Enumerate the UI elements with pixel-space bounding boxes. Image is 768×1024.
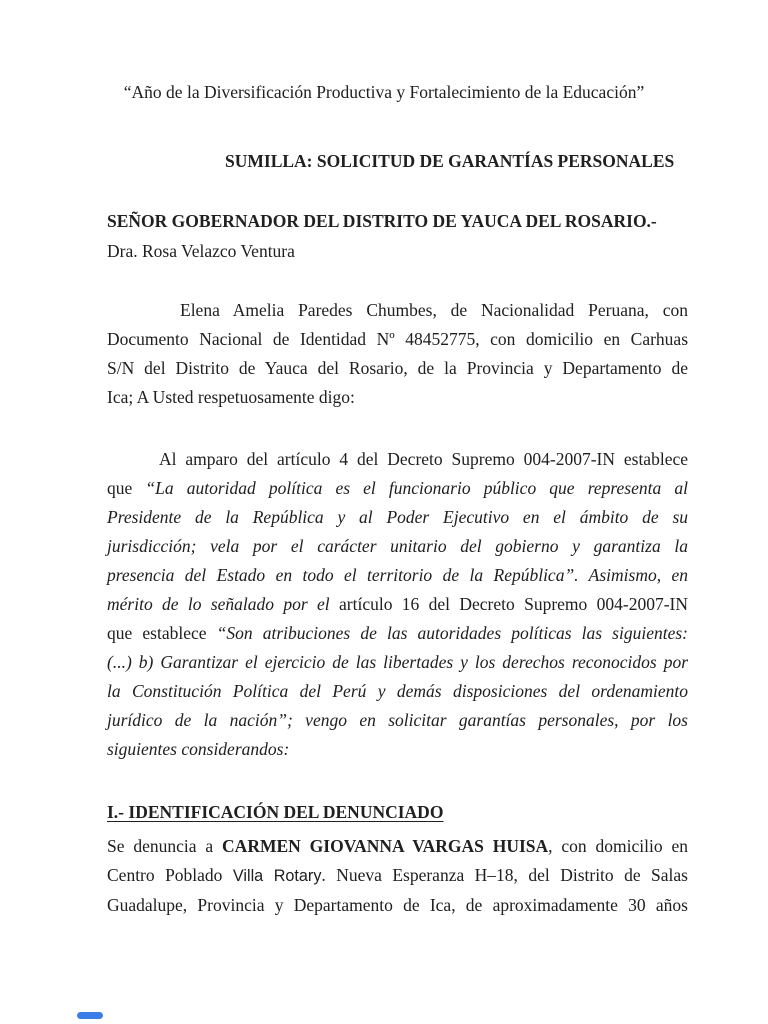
paragraph-legal-basis-line: [107, 532, 688, 561]
paragraph-presentation-line: [107, 383, 688, 412]
paragraph-legal-basis: [107, 445, 688, 764]
paragraph-legal-basis-line: [107, 474, 688, 503]
text-segment: SUMILLA: SOLICITUD DE GARANTÍAS PERSONALES: [225, 151, 675, 171]
header-quote: [80, 78, 688, 107]
text-segment: CARMEN GIOVANNA VARGAS HUISA: [222, 836, 549, 856]
sumilla-line: [107, 147, 688, 176]
text-segment: Guadalupe, Provincia y Departamento de Ica, de aproximadamente 30 años: [107, 895, 688, 915]
text-segment: (...) b) Garantizar el ejercicio de las libertades y los derechos reconocidos por: [107, 652, 688, 672]
paragraph-presentation-line: [107, 325, 688, 354]
paragraph-legal-basis-line: [107, 561, 688, 590]
text-segment: Se denuncia a: [107, 836, 223, 856]
scroll-indicator-bar[interactable]: [77, 1012, 103, 1019]
paragraph-legal-basis-line: [107, 590, 688, 619]
text-segment: siguientes considerandos:: [107, 739, 290, 759]
text-segment: que establece: [107, 623, 217, 643]
text-segment: “Año de la Diversificación Productiva y Fortalecimiento de la Educación”: [123, 82, 645, 102]
text-segment: Dra. Rosa Velazco Ventura: [107, 241, 295, 261]
text-segment: “La autoridad política es el funcionario público que representa al: [145, 478, 688, 498]
addressee-title: [107, 207, 688, 236]
paragraph-legal-basis-line: [107, 677, 688, 706]
text-segment: que: [107, 478, 146, 498]
text-segment: Documento Nacional de Identidad Nº 48452775, con domicilio en Carhuas: [107, 329, 688, 349]
text-segment: Villa Rotary: [232, 867, 322, 885]
text-segment: SEÑOR GOBERNADOR DEL DISTRITO DE YAUCA DEL ROSARIO.-: [107, 211, 657, 231]
paragraph-presentation-line: [107, 354, 688, 383]
paragraph-denounced-line: [107, 832, 688, 861]
text-segment: Al amparo del artículo 4 del Decreto Supremo 004-2007-IN establece: [159, 449, 688, 469]
text-segment: la Constitución Política del Perú y demás disposiciones del ordenamiento: [107, 681, 688, 701]
paragraph-denounced-line: [107, 861, 688, 891]
paragraph-legal-basis-line: [107, 706, 688, 735]
text-segment: . Nueva Esperanza H–18, del Distrito de Salas: [321, 865, 688, 885]
paragraph-presentation-line: [107, 296, 688, 325]
text-segment: artículo 16 del Decreto Supremo 004-2007-IN: [339, 594, 688, 614]
text-segment: mérito de lo señalado por el: [107, 594, 340, 614]
text-segment: Presidente de la República y al Poder Ejecutivo en el ámbito de su: [107, 507, 688, 527]
text-segment: Ica; A Usted respetuosamente digo:: [107, 387, 355, 407]
text-segment: Centro Poblado: [107, 865, 233, 885]
document-body: [107, 78, 688, 920]
text-segment: Elena Amelia Paredes Chumbes, de Nacionalidad Peruana, con: [180, 300, 688, 320]
text-segment: , con domicilio en: [548, 836, 688, 856]
paragraph-legal-basis-line: [107, 503, 688, 532]
text-segment: jurisdicción; vela por el carácter unitario del gobierno y garantiza la: [107, 536, 688, 556]
paragraph-legal-basis-line: [107, 619, 688, 648]
section-heading-identificacion: [107, 798, 688, 827]
paragraph-denounced-line: [107, 891, 688, 920]
paragraph-legal-basis-line: [107, 735, 688, 764]
text-segment: S/N del Distrito de Yauca del Rosario, de la Provincia y Departamento de: [107, 358, 688, 378]
text-segment: I.- IDENTIFICACIÓN DEL DENUNCIADO: [107, 802, 444, 822]
paragraph-legal-basis-line: [107, 445, 688, 474]
text-segment: jurídico de la nación”; vengo en solicitar garantías personales, por los: [107, 710, 688, 730]
paragraph-presentation: [107, 296, 688, 412]
addressee-name: [107, 237, 688, 266]
text-segment: presencia del Estado en todo el territorio de la República”. Asimismo, en: [107, 565, 688, 585]
paragraph-legal-basis-line: [107, 648, 688, 677]
text-segment: “Son atribuciones de las autoridades políticas las siguientes:: [216, 623, 688, 643]
paragraph-denounced: [107, 832, 688, 920]
